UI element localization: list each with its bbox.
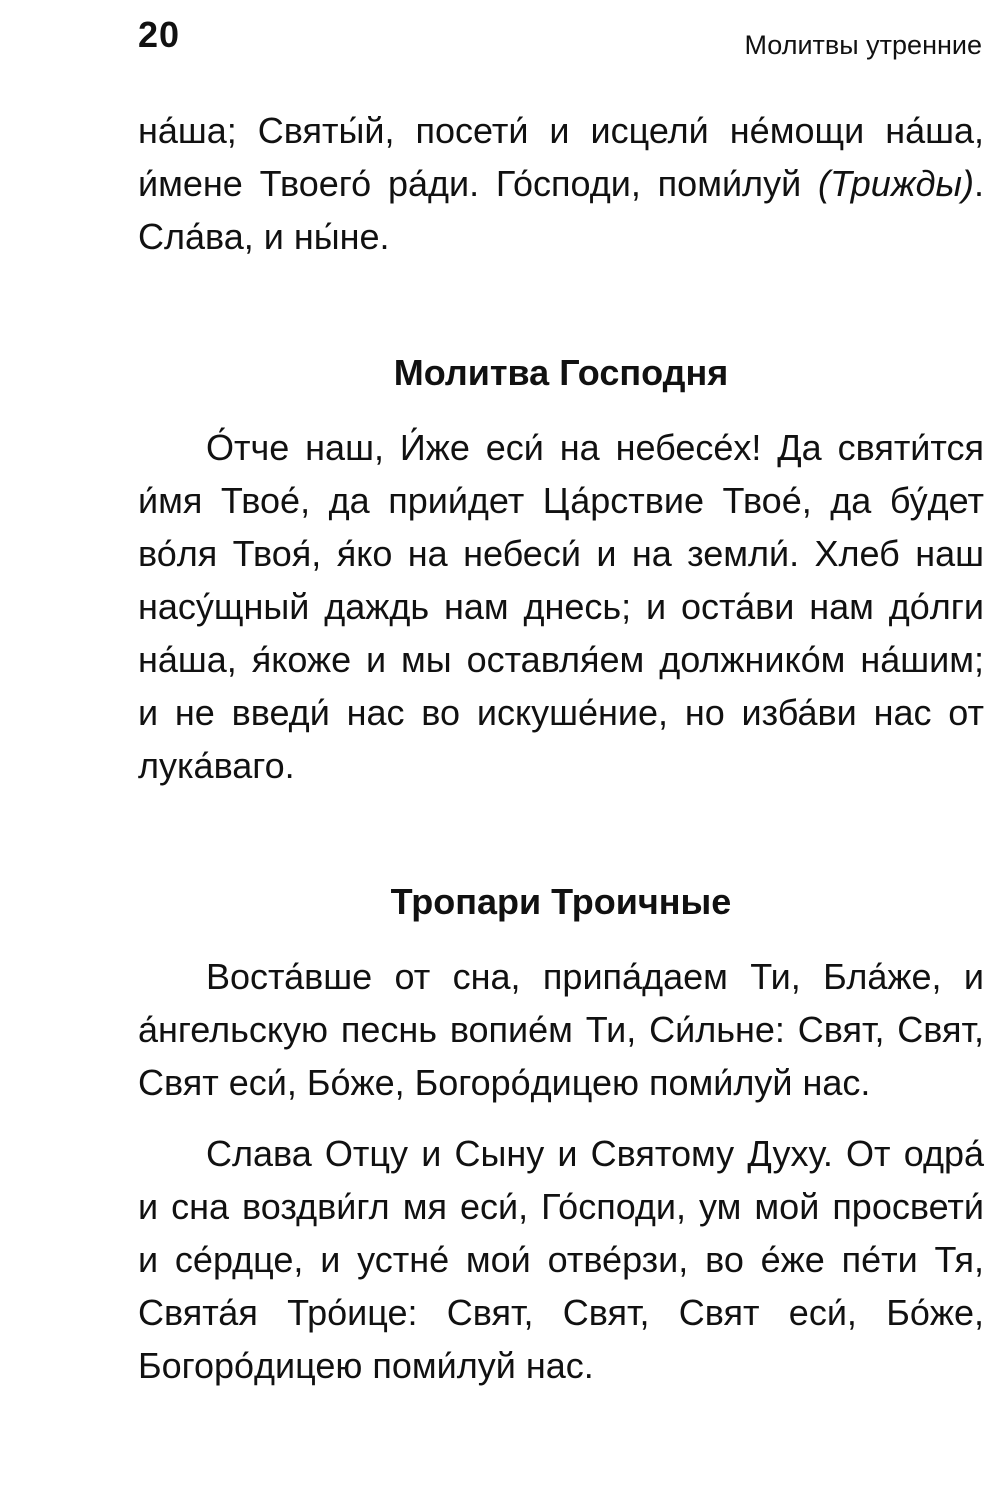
running-title: Молитвы утренние [744,30,982,60]
troparion-paragraph-1: Воста́вше от сна, припа́даем Ти, Бла́же, и а́нгельскую песнь вопие́м Ти, Си́льне: Свят, Свят, Свят еси́, Бо́же, Богоро́дицею поми́луй нас. [138,956,984,1103]
opening-paragraph [138,104,984,263]
opening-tail: . Сла́ва, и ны́не. [138,163,984,257]
troparion-paragraph-2: Слава Отцу и Сыну и Святому Духу. От одра́ и сна воздви́гл мя еси́, Го́споди, ум мой просвети́ и се́рдце, и устне́ мои́ отве́рзи, во е́же пе́ти Тя, Свята́я Тро́ице: Свят, Свят, Свят еси́, Бо́же, Богоро́дицею поми́луй нас. [138,1133,984,1386]
section-title-troparia: Тропари Троичные [390,881,732,922]
opening-text: на́ша; Святы́й, посети́ и исцели́ не́мощи на́ша, и́мене Твоего́ ра́ди. Го́споди, поми́луй [138,110,984,204]
rubric-thrice: (Трижды) [818,163,974,204]
page-header [138,14,982,64]
page-number: 20 [138,14,181,55]
lords-prayer-paragraph: О́тче наш, И́же еси́ на небесе́х! Да святи́тся и́мя Твое́, да прии́дет Ца́рствие Твое́, да бу́дет во́ля Твоя́, я́ко на небеси́ и на земли́. Хлеб наш насу́щный даждь нам днесь; и оста́ви нам до́лги на́ша, я́коже и мы оставля́ем должнико́м на́шим; и не введи́ нас во искуше́ние, но изба́ви нас от лука́ваго. [138,427,984,786]
section-title-lords-prayer: Молитва Господня [393,352,729,393]
page-content [138,104,984,1392]
